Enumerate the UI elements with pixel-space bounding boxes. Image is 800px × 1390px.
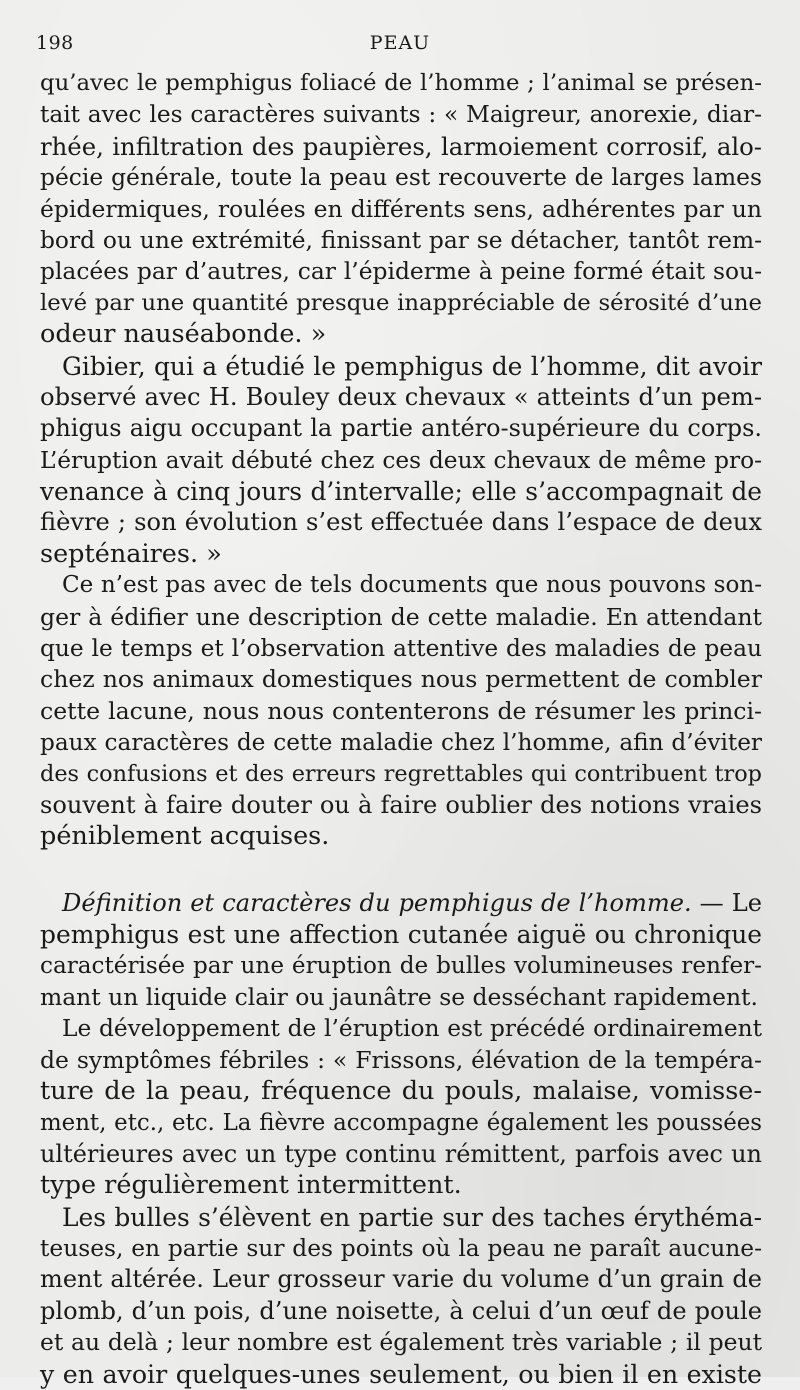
- paragraph: [40, 68, 762, 351]
- text-line: ger à édifier une description de cette maladie. En attendant: [40, 602, 762, 631]
- text-line: septénaires. »: [40, 538, 222, 569]
- text-line: y en avoir quelques-unes seulement, ou bien il en existe: [40, 1359, 762, 1389]
- text-line: paux caractères de cette maladie chez l’homme, afin d’éviter: [40, 729, 762, 757]
- text-line: Ce n’est pas avec de tels documents que nous pouvons son-: [62, 572, 762, 599]
- text-line: épidermiques, roulées en différents sens, adhérentes par un: [40, 194, 762, 223]
- text-line: observé avec H. Bouley deux chevaux « atteints d’un pem-: [40, 382, 762, 411]
- text-line: odeur nauséabonde. »: [40, 319, 327, 350]
- text-line: mant un liquide clair ou jaunâtre se desséchant rapidement.: [40, 982, 758, 1011]
- text-line: Gibier, qui a étudié le pemphigus de l’homme, dit avoir: [62, 351, 762, 381]
- text-line: L’éruption avait débuté chez ces deux chevaux de même pro-: [40, 446, 762, 474]
- text-line: cette lacune, nous nous contenterons de résumer les princi-: [40, 696, 762, 725]
- paragraph: [40, 351, 762, 571]
- page-header: [36, 32, 764, 62]
- text-line: ultérieures avec un type continu rémittent, parfois avec un: [40, 1139, 762, 1168]
- text-line: plomb, d’un pois, d’une noisette, à celui d’un œuf de poule: [40, 1296, 762, 1325]
- text-line: pécie générale, toute la peau est recouverte de larges lames: [40, 163, 762, 192]
- text-line: type régulièrement intermittent.: [40, 1170, 462, 1201]
- text-line: de symptômes fébriles : « Frissons, élévation de la tempéra-: [40, 1045, 762, 1074]
- page-number: 198: [36, 32, 74, 54]
- section-definition: [40, 888, 762, 1014]
- text-line: caractérisée par une éruption de bulles volumineuses renfer-: [40, 952, 762, 979]
- text-line: que le temps et l’observation attentive des maladies de peau: [40, 635, 762, 663]
- text-line: levé par une quantité presque inappréciable de sérosité d’une: [40, 289, 762, 316]
- text-line: pemphigus est une affection cutanée aiguë ou chronique: [40, 920, 762, 950]
- text-line: fièvre ; son évolution s’est effectuée dans l’espace de deux: [40, 508, 762, 537]
- text-line: ment altérée. Leur grosseur varie du volume d’un grain de: [40, 1265, 762, 1294]
- section-heading-tail: — Le: [691, 888, 763, 917]
- text-line: Le développement de l’éruption est précédé ordinairement: [62, 1015, 762, 1043]
- section-heading: Définition et caractères du pemphigus de l’homme.: [62, 888, 692, 917]
- paragraph: [40, 1202, 762, 1390]
- text-line: souvent à faire douter ou à faire oublier des notions vraies: [40, 790, 762, 819]
- running-head: PEAU: [369, 32, 431, 54]
- text-line: rhée, infiltration des paupières, larmoiement corrosif, alo-: [40, 131, 762, 161]
- text-line: Les bulles s’élèvent en partie sur des taches érythéma-: [62, 1202, 762, 1232]
- paragraph: [40, 1013, 762, 1201]
- text-line: phigus aigu occupant la partie antéro-supérieure du corps.: [40, 414, 762, 443]
- text-line: placées par d’autres, car l’épiderme à peine formé était sou-: [40, 257, 762, 286]
- text-line: chez nos animaux domestiques nous permettent de combler: [40, 665, 762, 694]
- body-text: [40, 68, 762, 1390]
- text-line: ture de la peau, fréquence du pouls, malaise, vomisse-: [40, 1076, 762, 1107]
- section-heading-line: [40, 888, 762, 919]
- text-line: bord ou une extrémité, finissant par se détacher, tantôt rem-: [40, 225, 762, 254]
- text-line: des confusions et des erreurs regrettables qui contribuent trop: [40, 760, 762, 787]
- text-line: teuses, en partie sur des points où la peau ne paraît aucune-: [40, 1234, 762, 1263]
- text-line: péniblement acquises.: [40, 821, 330, 852]
- text-line: et au delà ; leur nombre est également très variable ; il peut: [40, 1328, 762, 1357]
- text-line: tait avec les caractères suivants : « Maigreur, anorexie, diar-: [40, 101, 762, 129]
- section-gap: [40, 853, 762, 888]
- text-line: venance à cinq jours d’intervalle; elle s’accompagnait de: [40, 477, 762, 507]
- text-line: qu’avec le pemphigus foliacé de l’homme ; l’animal se présen-: [40, 70, 762, 96]
- paragraph: [40, 570, 762, 853]
- text-line: ment, etc., etc. La fièvre accompagne également les poussées: [40, 1109, 762, 1136]
